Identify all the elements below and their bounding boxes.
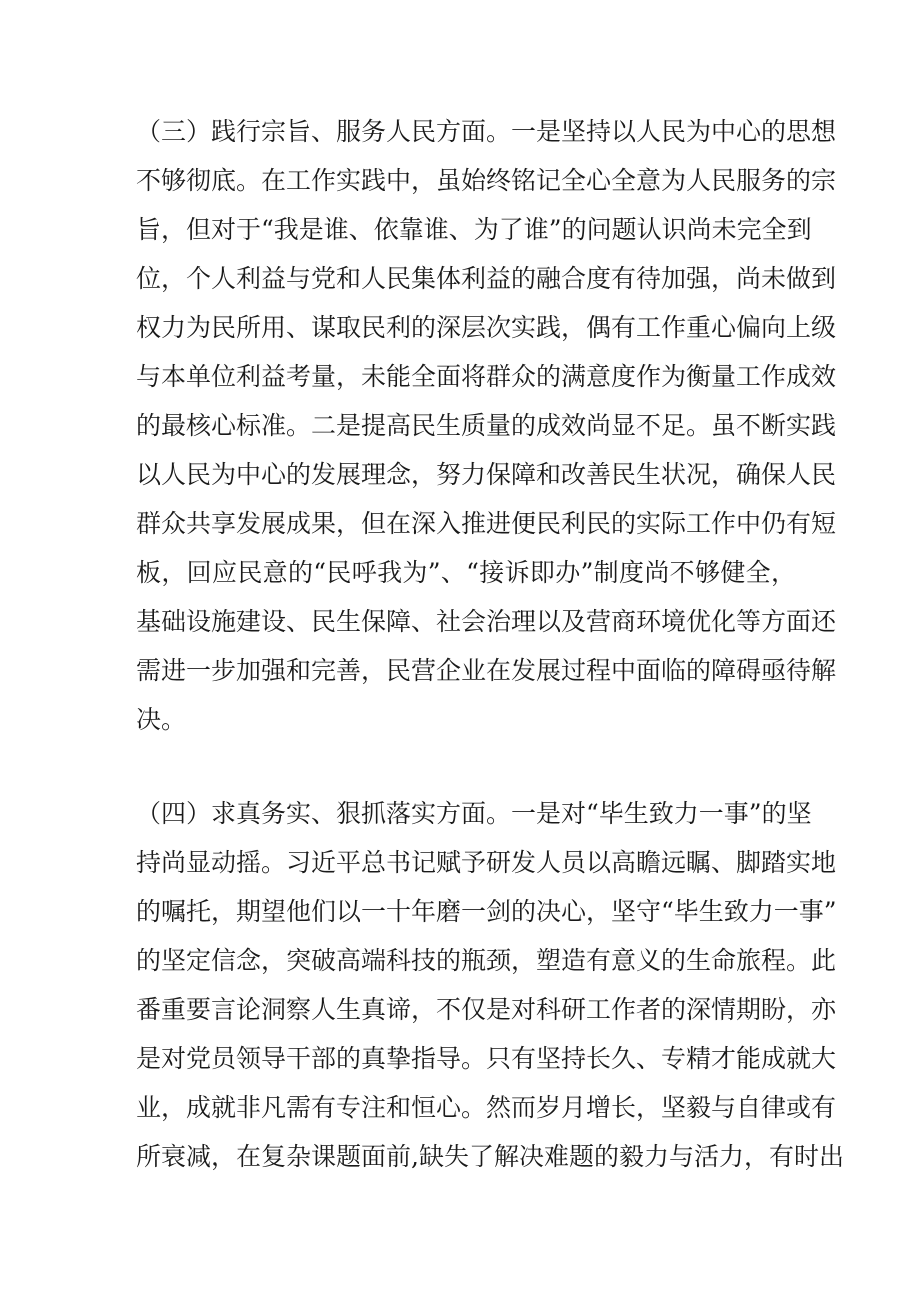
text-line: 持尚显动摇。习近平总书记赋予研发人员以高瞻远瞩、脚踏实地 [136, 848, 837, 877]
text-line: 基础设施建设、民生保障、社会治理以及营商环境优化等方面还 [136, 607, 837, 636]
text-line: 番重要言论洞察人生真谛，不仅是对科研工作者的深情期盼，亦 [136, 995, 837, 1024]
text-line: 的最核心标准。二是提高民生质量的成效尚显不足。虽不断实践 [136, 411, 837, 440]
text-line: 的坚定信念，突破高端科技的瓶颈，塑造有意义的生命旅程。此 [136, 946, 837, 975]
text-line: 不够彻底。在工作实践中，虽始终铭记全心全意为人民服务的宗 [136, 166, 837, 195]
text-line: 权力为民所用、谋取民利的深层次实践，偶有工作重心偏向上级 [136, 313, 837, 342]
paragraph-section-4 [136, 789, 844, 1181]
text-line: 板，回应民意的“民呼我为”、“接诉即办”制度尚不够健全， [136, 558, 796, 587]
text-line: 业，成就非凡需有专注和恒心。然而岁月增长，坚毅与自律或有 [136, 1093, 837, 1122]
text-line: （四）求真务实、狠抓落实方面。一是对“毕生致力一事”的坚 [136, 799, 812, 828]
text-line: （三）践行宗旨、服务人民方面。一是坚持以人民为中心的思想 [136, 117, 837, 146]
text-line: 与本单位利益考量，未能全面将群众的满意度作为衡量工作成效 [136, 362, 837, 391]
text-line: 需进一步加强和完善，民营企业在发展过程中面临的障碍亟待解 [136, 656, 837, 685]
text-line: 所衰减，在复杂课题面前,缺失了解决难题的毅力与活力，有时出 [136, 1142, 844, 1171]
text-line: 旨，但对于“我是谁、依靠谁、为了谁”的问题认识尚未完全到 [136, 215, 812, 244]
paragraph-section-3 [136, 107, 837, 744]
text-line: 以人民为中心的发展理念，努力保障和改善民生状况，确保人民 [136, 460, 837, 489]
text-line: 位，个人利益与党和人民集体利益的融合度有待加强，尚未做到 [136, 264, 837, 293]
text-line: 决。 [136, 705, 187, 734]
text-line: 的嘱托，期望他们以一十年磨一剑的决心，坚守“毕生致力一事” [136, 897, 837, 926]
text-line: 是对党员领导干部的真挚指导。只有坚持长久、专精才能成就大 [136, 1044, 837, 1073]
text-line: 群众共享发展成果，但在深入推进便民利民的实际工作中仍有短 [136, 509, 837, 538]
